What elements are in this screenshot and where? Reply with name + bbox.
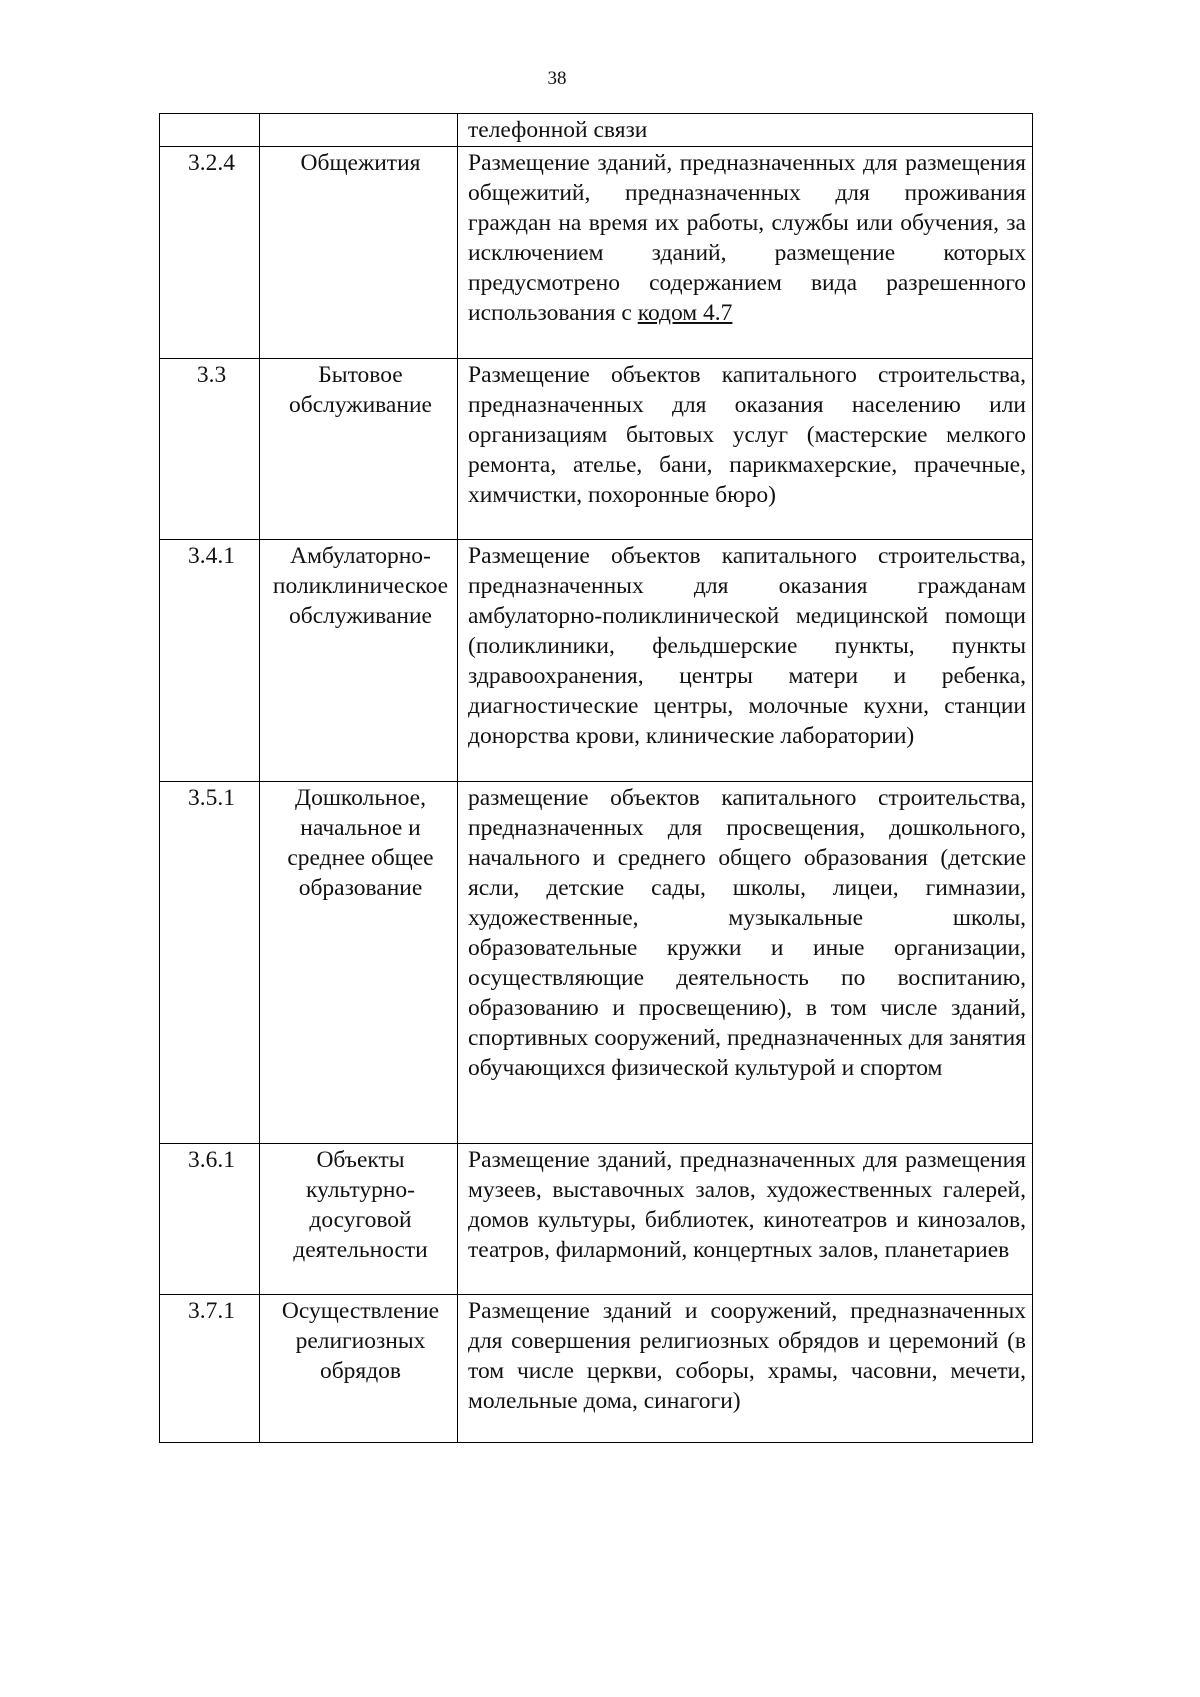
row-description: размещение объектов капитального строительства, предназначенных для просвещения, дошкольного, начального и среднего общего образования (детские ясли, детские сады, школы, лицеи, гимназии, художественные, музыкальные школы, образовательные кружки и иные организации, осуществляющие деятельность по воспитанию, образованию и просвещению), в том числе зданий, спортивных сооружений, предназначенных для занятия обучающихся физической культурой и спортом bbox=[458, 782, 1033, 1144]
table-row bbox=[160, 114, 1033, 147]
table-row bbox=[160, 782, 1033, 1144]
table-row bbox=[160, 359, 1033, 540]
row-name: Объекты культурно-досуговой деятельности bbox=[260, 1144, 458, 1295]
table-row bbox=[160, 147, 1033, 359]
table-row bbox=[160, 1144, 1033, 1295]
row-description: Размещение объектов капитального строительства, предназначенных для оказания населению или организациям бытовых услуг (мастерские мелкого ремонта, ателье, бани, парикмахерские, прачечные, химчистки, похоронные бюро) bbox=[458, 359, 1033, 540]
row-description: телефонной связи bbox=[458, 114, 1033, 147]
row-name: Амбулаторно-поликлиническое обслуживание bbox=[260, 540, 458, 782]
row-description: Размещение объектов капитального строительства, предназначенных для оказания гражданам амбулаторно-поликлинической медицинской помощи (поликлиники, фельдшерские пункты, пункты здравоохранения, центры матери и ребенка, диагностические центры, молочные кухни, станции донорства крови, клинические лаборатории) bbox=[458, 540, 1033, 782]
row-code bbox=[160, 114, 260, 147]
row-code: 3.2.4 bbox=[160, 147, 260, 359]
row-description: Размещение зданий и сооружений, предназначенных для совершения религиозных обрядов и церемоний (в том числе церкви, соборы, храмы, часовни, мечети, молельные дома, синагоги) bbox=[458, 1295, 1033, 1443]
row-description bbox=[458, 147, 1033, 359]
row-code: 3.6.1 bbox=[160, 1144, 260, 1295]
row-name: Дошкольное, начальное и среднее общее образование bbox=[260, 782, 458, 1144]
row-description-text: Размещение зданий, предназначенных для размещения общежитий, предназначенных для проживания граждан на время их работы, службы или обучения, за исключением зданий, размещение которых предусмотрено содержанием вида разрешенного использования с bbox=[468, 150, 1026, 326]
row-code: 3.7.1 bbox=[160, 1295, 260, 1443]
row-description: Размещение зданий, предназначенных для размещения музеев, выставочных залов, художественных галерей, домов культуры, библиотек, кинотеатров и кинозалов, театров, филармоний, концертных залов, планетариев bbox=[458, 1144, 1033, 1295]
table-row bbox=[160, 1295, 1033, 1443]
row-code: 3.4.1 bbox=[160, 540, 260, 782]
row-name: Общежития bbox=[260, 147, 458, 359]
row-code: 3.3 bbox=[160, 359, 260, 540]
row-name bbox=[260, 114, 458, 147]
land-use-table bbox=[159, 113, 1033, 1443]
row-code: 3.5.1 bbox=[160, 782, 260, 1144]
page-number: 38 bbox=[547, 68, 567, 89]
code-reference-link[interactable]: кодом 4.7 bbox=[637, 300, 733, 326]
table-row bbox=[160, 540, 1033, 782]
row-name: Осуществление религиозных обрядов bbox=[260, 1295, 458, 1443]
row-name: Бытовое обслуживание bbox=[260, 359, 458, 540]
